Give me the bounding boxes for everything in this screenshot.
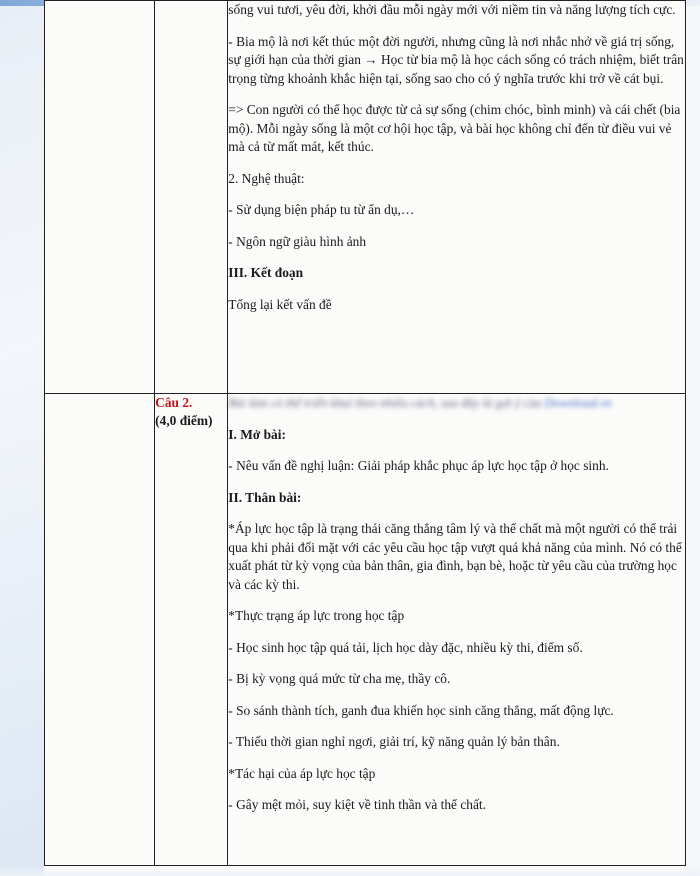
paragraph: - Sử dụng biện pháp tu từ ẩn dụ,… [228, 202, 415, 217]
list-item: - Thiếu thời gian nghỉ ngơi, giải trí, kỹ năng quản lý bản thân. [228, 734, 560, 749]
question-number: Câu 2. [155, 395, 193, 410]
empty-cell [155, 1, 228, 394]
blurred-note-text: Bài làm có thể triển khai theo nhiều cách, sau đây là gợi ý của [228, 396, 542, 410]
paragraph: sống vui tươi, yêu đời, khởi đầu mỗi ngày mới với niềm tin và năng lượng tích cực. [228, 2, 676, 17]
list-item: - Gây mệt mỏi, suy kiệt về tinh thần và thể chất. [228, 797, 486, 812]
answer-table [44, 0, 686, 866]
question-points: (4,0 điểm) [155, 413, 213, 428]
blurred-link[interactable]: Download.vn [544, 396, 612, 410]
question-label-cell [155, 394, 228, 866]
paragraph: 2. Nghệ thuật: [228, 170, 305, 186]
section-heading: II. Thân bài: [228, 489, 302, 505]
paragraph: *Tác hại của áp lực học tập [228, 765, 376, 781]
blurred-note [228, 394, 685, 413]
paragraph: *Áp lực học tập là trạng thái căng thẳng tâm lý và thể chất mà một người có thể trải qua khi phải đối mặt với các yêu cầu học tập vượt quá khả năng của mình. Nó có thể xuất phát từ kỳ vọng của bản thân, gia đình, bạn bè, hoặc từ yêu cầu của trường học và các kỳ thi. [228, 521, 682, 592]
table-row [45, 394, 686, 866]
empty-cell [45, 394, 155, 866]
section-heading: I. Mở bài: [228, 426, 286, 442]
answer-cell [228, 1, 686, 394]
paragraph: - Nêu vấn đề nghị luận: Giải pháp khắc phục áp lực học tập ở học sinh. [228, 458, 609, 473]
paragraph: - Bia mộ là nơi kết thúc một đời người, nhưng cũng là nơi nhắc nhở về giá trị sống, sự giới hạn của thời gian → Học từ bia mộ là học cách sống có trách nhiệm, biết trân trọng từng khoảnh khắc hiện tại, sống sao cho có ý nghĩa trước khi trở về cát bụi. [228, 33, 684, 86]
list-item: - Học sinh học tập quá tải, lịch học dày đặc, nhiều kỳ thi, điểm số. [228, 639, 583, 655]
paragraph: => Con người có thể học được từ cả sự sống (chim chóc, bình minh) và cái chết (bia mộ). Mỗi ngày sống là một cơ hội học tập, và bài học không chỉ đến từ điều vui vẻ mà cả từ mất mát, kết thúc. [228, 102, 681, 154]
paragraph: - Ngôn ngữ giàu hình ảnh [228, 233, 367, 249]
table-row [45, 1, 686, 394]
paragraph: *Thực trạng áp lực trong học tập [228, 608, 405, 623]
empty-cell [45, 1, 155, 394]
page-background-left [0, 0, 44, 876]
list-item: - So sánh thành tích, ganh đua khiến học sinh căng thẳng, mất động lực. [228, 702, 614, 718]
list-item: - Bị kỳ vọng quá mức từ cha mẹ, thầy cô. [228, 671, 451, 686]
answer-cell [228, 394, 686, 866]
page-bottom-fade [0, 866, 700, 876]
section-heading: III. Kết đoạn [228, 265, 304, 280]
paragraph: Tổng lại kết vấn đề [228, 296, 332, 312]
